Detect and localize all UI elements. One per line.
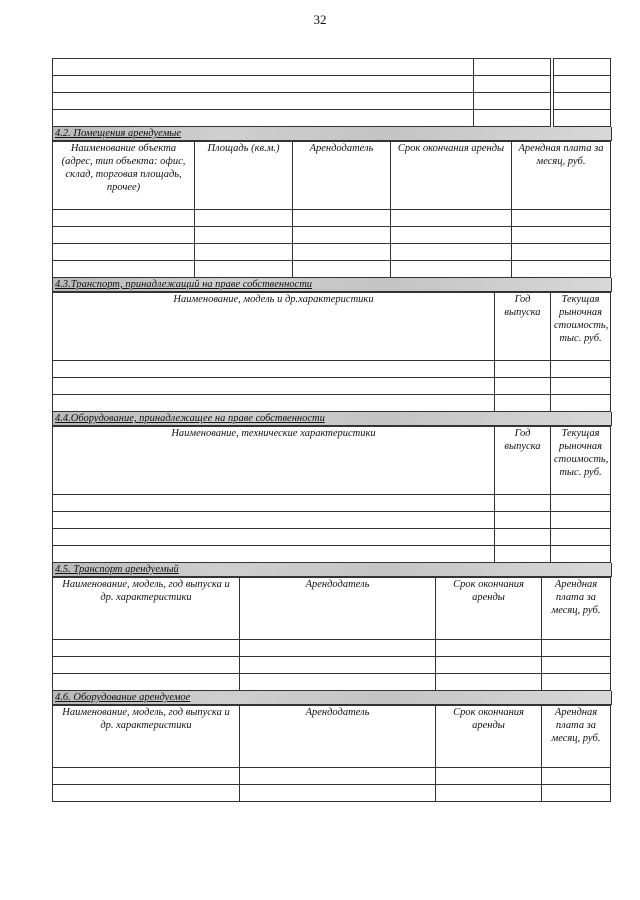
header-rent: Арендная плата за месяц, руб.	[542, 578, 611, 640]
previous-section-table	[52, 58, 611, 127]
section-4-4-title: 4.4.Оборудование, принадлежащее на праве собственности	[52, 412, 612, 426]
header-rent: Арендная плата за месяц, руб.	[542, 706, 611, 768]
table-row	[53, 210, 611, 227]
section-4-2-table	[52, 141, 611, 278]
header-lease-end: Срок окончания аренды	[391, 142, 512, 210]
header-leased-vehicle-name: Наименование, модель, год выпуска и др. характеристики	[53, 578, 240, 640]
table-row	[53, 244, 611, 261]
page-number: 32	[313, 12, 327, 27]
table-row	[53, 361, 611, 378]
section-4-3-table	[52, 292, 611, 412]
table-row	[53, 261, 611, 278]
table-row	[53, 395, 611, 412]
table-row	[53, 768, 611, 785]
header-lessor: Арендодатель	[240, 706, 436, 768]
table-row	[53, 785, 611, 802]
section-4-5-title: 4.5. Транспорт арендуемый	[52, 563, 612, 577]
header-lessor: Арендодатель	[293, 142, 391, 210]
table-row	[53, 546, 611, 563]
header-object-name: Наименование объекта (адрес, тип объекта: офис, склад, торговая площадь, прочее)	[53, 142, 195, 210]
header-rent: Арендная плата за месяц, руб.	[512, 142, 611, 210]
header-vehicle-name: Наименование, модель и др.характеристики	[53, 293, 495, 361]
section-4-6-table	[52, 705, 611, 802]
table-row	[53, 529, 611, 546]
header-leased-equipment-name: Наименование, модель, год выпуска и др. характеристики	[53, 706, 240, 768]
header-lease-end: Срок окончания аренды	[436, 706, 542, 768]
table-row	[53, 657, 611, 674]
header-lessor: Арендодатель	[240, 578, 436, 640]
table-row	[53, 674, 611, 691]
header-year: Год выпуска	[495, 427, 551, 495]
section-4-3-title: 4.3.Транспорт, принадлежащий на праве собственности	[52, 278, 612, 292]
section-4-5-table	[52, 577, 611, 691]
header-market-value: Текущая рыночная стоимость, тыс. руб.	[551, 293, 611, 361]
table-row	[53, 227, 611, 244]
section-4-2-title: 4.2. Помещения арендуемые	[52, 127, 612, 141]
table-row	[53, 495, 611, 512]
header-area: Площадь (кв.м.)	[195, 142, 293, 210]
property-form	[52, 58, 610, 802]
header-market-value: Текущая рыночная стоимость, тыс. руб.	[551, 427, 611, 495]
header-year: Год выпуска	[495, 293, 551, 361]
table-row	[53, 378, 611, 395]
table-row	[53, 512, 611, 529]
table-row	[53, 640, 611, 657]
section-4-4-table	[52, 426, 611, 563]
header-equipment-name: Наименование, технические характеристики	[53, 427, 495, 495]
header-lease-end: Срок окончания аренды	[436, 578, 542, 640]
section-4-6-title: 4.6. Оборудование арендуемое	[52, 691, 612, 705]
